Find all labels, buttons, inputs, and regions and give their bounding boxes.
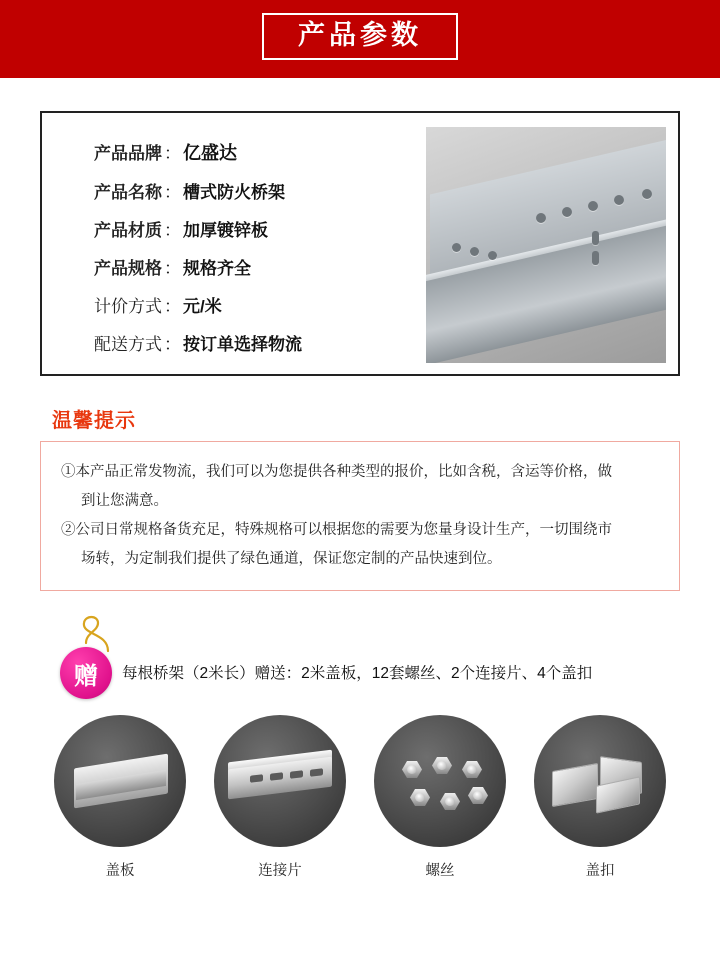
tray-slot (592, 231, 599, 245)
spec-row (94, 139, 394, 165)
accessory-caption: 连接片 (258, 863, 302, 879)
accessory-item-screw (374, 715, 506, 880)
page-title-box (262, 13, 458, 60)
spec-panel (40, 111, 680, 376)
spec-value-name: 槽式防火桥架 (183, 183, 285, 202)
cover-plate-icon (54, 715, 186, 847)
spec-colon: ： (164, 183, 181, 202)
buckle-icon (534, 715, 666, 847)
spec-value-size: 规格齐全 (183, 259, 251, 278)
spec-row (94, 292, 394, 317)
tray-slot (592, 251, 599, 265)
screw-shape (410, 789, 430, 806)
gift-badge: 赠 (60, 647, 112, 699)
spec-label-material: 产品材质 (94, 221, 162, 240)
accessory-item-cover-plate (54, 715, 186, 880)
tray-hole (614, 195, 624, 205)
tray-hole (588, 201, 598, 211)
spec-label-name: 产品名称 (94, 183, 162, 202)
tip-line: ①本产品正常发物流，我们可以为您提供各种类型的报价，比如含税，含运等价格，做 (61, 464, 612, 480)
gift-section (0, 619, 720, 709)
buckle-shape (552, 763, 598, 807)
tray-hole (642, 189, 652, 199)
page-title: 产品参数 (298, 20, 422, 50)
accessory-caption: 盖扣 (585, 863, 615, 879)
tips-title: 温馨提示 (52, 410, 136, 432)
screw-icon (374, 715, 506, 847)
spec-colon: ： (164, 335, 181, 354)
spec-colon: ： (164, 144, 181, 163)
spec-colon: ： (164, 221, 181, 240)
spec-colon: ： (164, 297, 181, 316)
tip-line: 到让您满意。 (81, 493, 168, 509)
spec-row (94, 178, 394, 203)
spec-list (94, 139, 394, 355)
screw-shape (468, 787, 488, 804)
tray-hole (488, 251, 497, 260)
gift-description: 每根桥架（2米长）赠送：2米盖板，12套螺丝、2个连接片、4个盖扣 (122, 665, 593, 682)
spec-row (94, 216, 394, 241)
screw-shape (432, 757, 452, 774)
spec-label-delivery: 配送方式 (94, 335, 162, 354)
tray-hole (452, 243, 461, 252)
spec-label-brand: 产品品牌 (94, 144, 162, 163)
page-header (0, 0, 720, 78)
tray-hole (470, 247, 479, 256)
accessory-caption: 盖板 (105, 863, 135, 879)
tray-hole (536, 213, 546, 223)
accessory-list (0, 715, 720, 880)
spec-value-material: 加厚镀锌板 (183, 221, 268, 240)
tray-hole (562, 207, 572, 217)
cable-tray-illustration (426, 127, 666, 363)
accessory-item-connector (214, 715, 346, 880)
tip-line: 场转，为定制我们提供了绿色通道，保证您定制的产品快速到位。 (81, 551, 502, 567)
spec-value-delivery: 按订单选择物流 (183, 335, 302, 354)
product-photo (426, 127, 666, 363)
accessory-item-buckle (534, 715, 666, 880)
screw-shape (462, 761, 482, 778)
accessory-caption: 螺丝 (425, 863, 455, 879)
tip-line: ②公司日常规格备货充足，特殊规格可以根据您的需要为您量身设计生产，一切围绕市 (61, 522, 612, 538)
spec-value-price: 元/米 (183, 297, 222, 316)
spec-row (94, 330, 394, 355)
connector-strip-icon (214, 715, 346, 847)
screw-shape (440, 793, 460, 810)
spec-label-size: 产品规格 (94, 259, 162, 278)
tips-box (40, 441, 680, 591)
screw-shape (402, 761, 422, 778)
spec-label-price: 计价方式 (94, 297, 162, 316)
spec-row (94, 254, 394, 279)
spec-value-brand: 亿盛达 (183, 143, 237, 163)
spec-colon: ： (164, 259, 181, 278)
